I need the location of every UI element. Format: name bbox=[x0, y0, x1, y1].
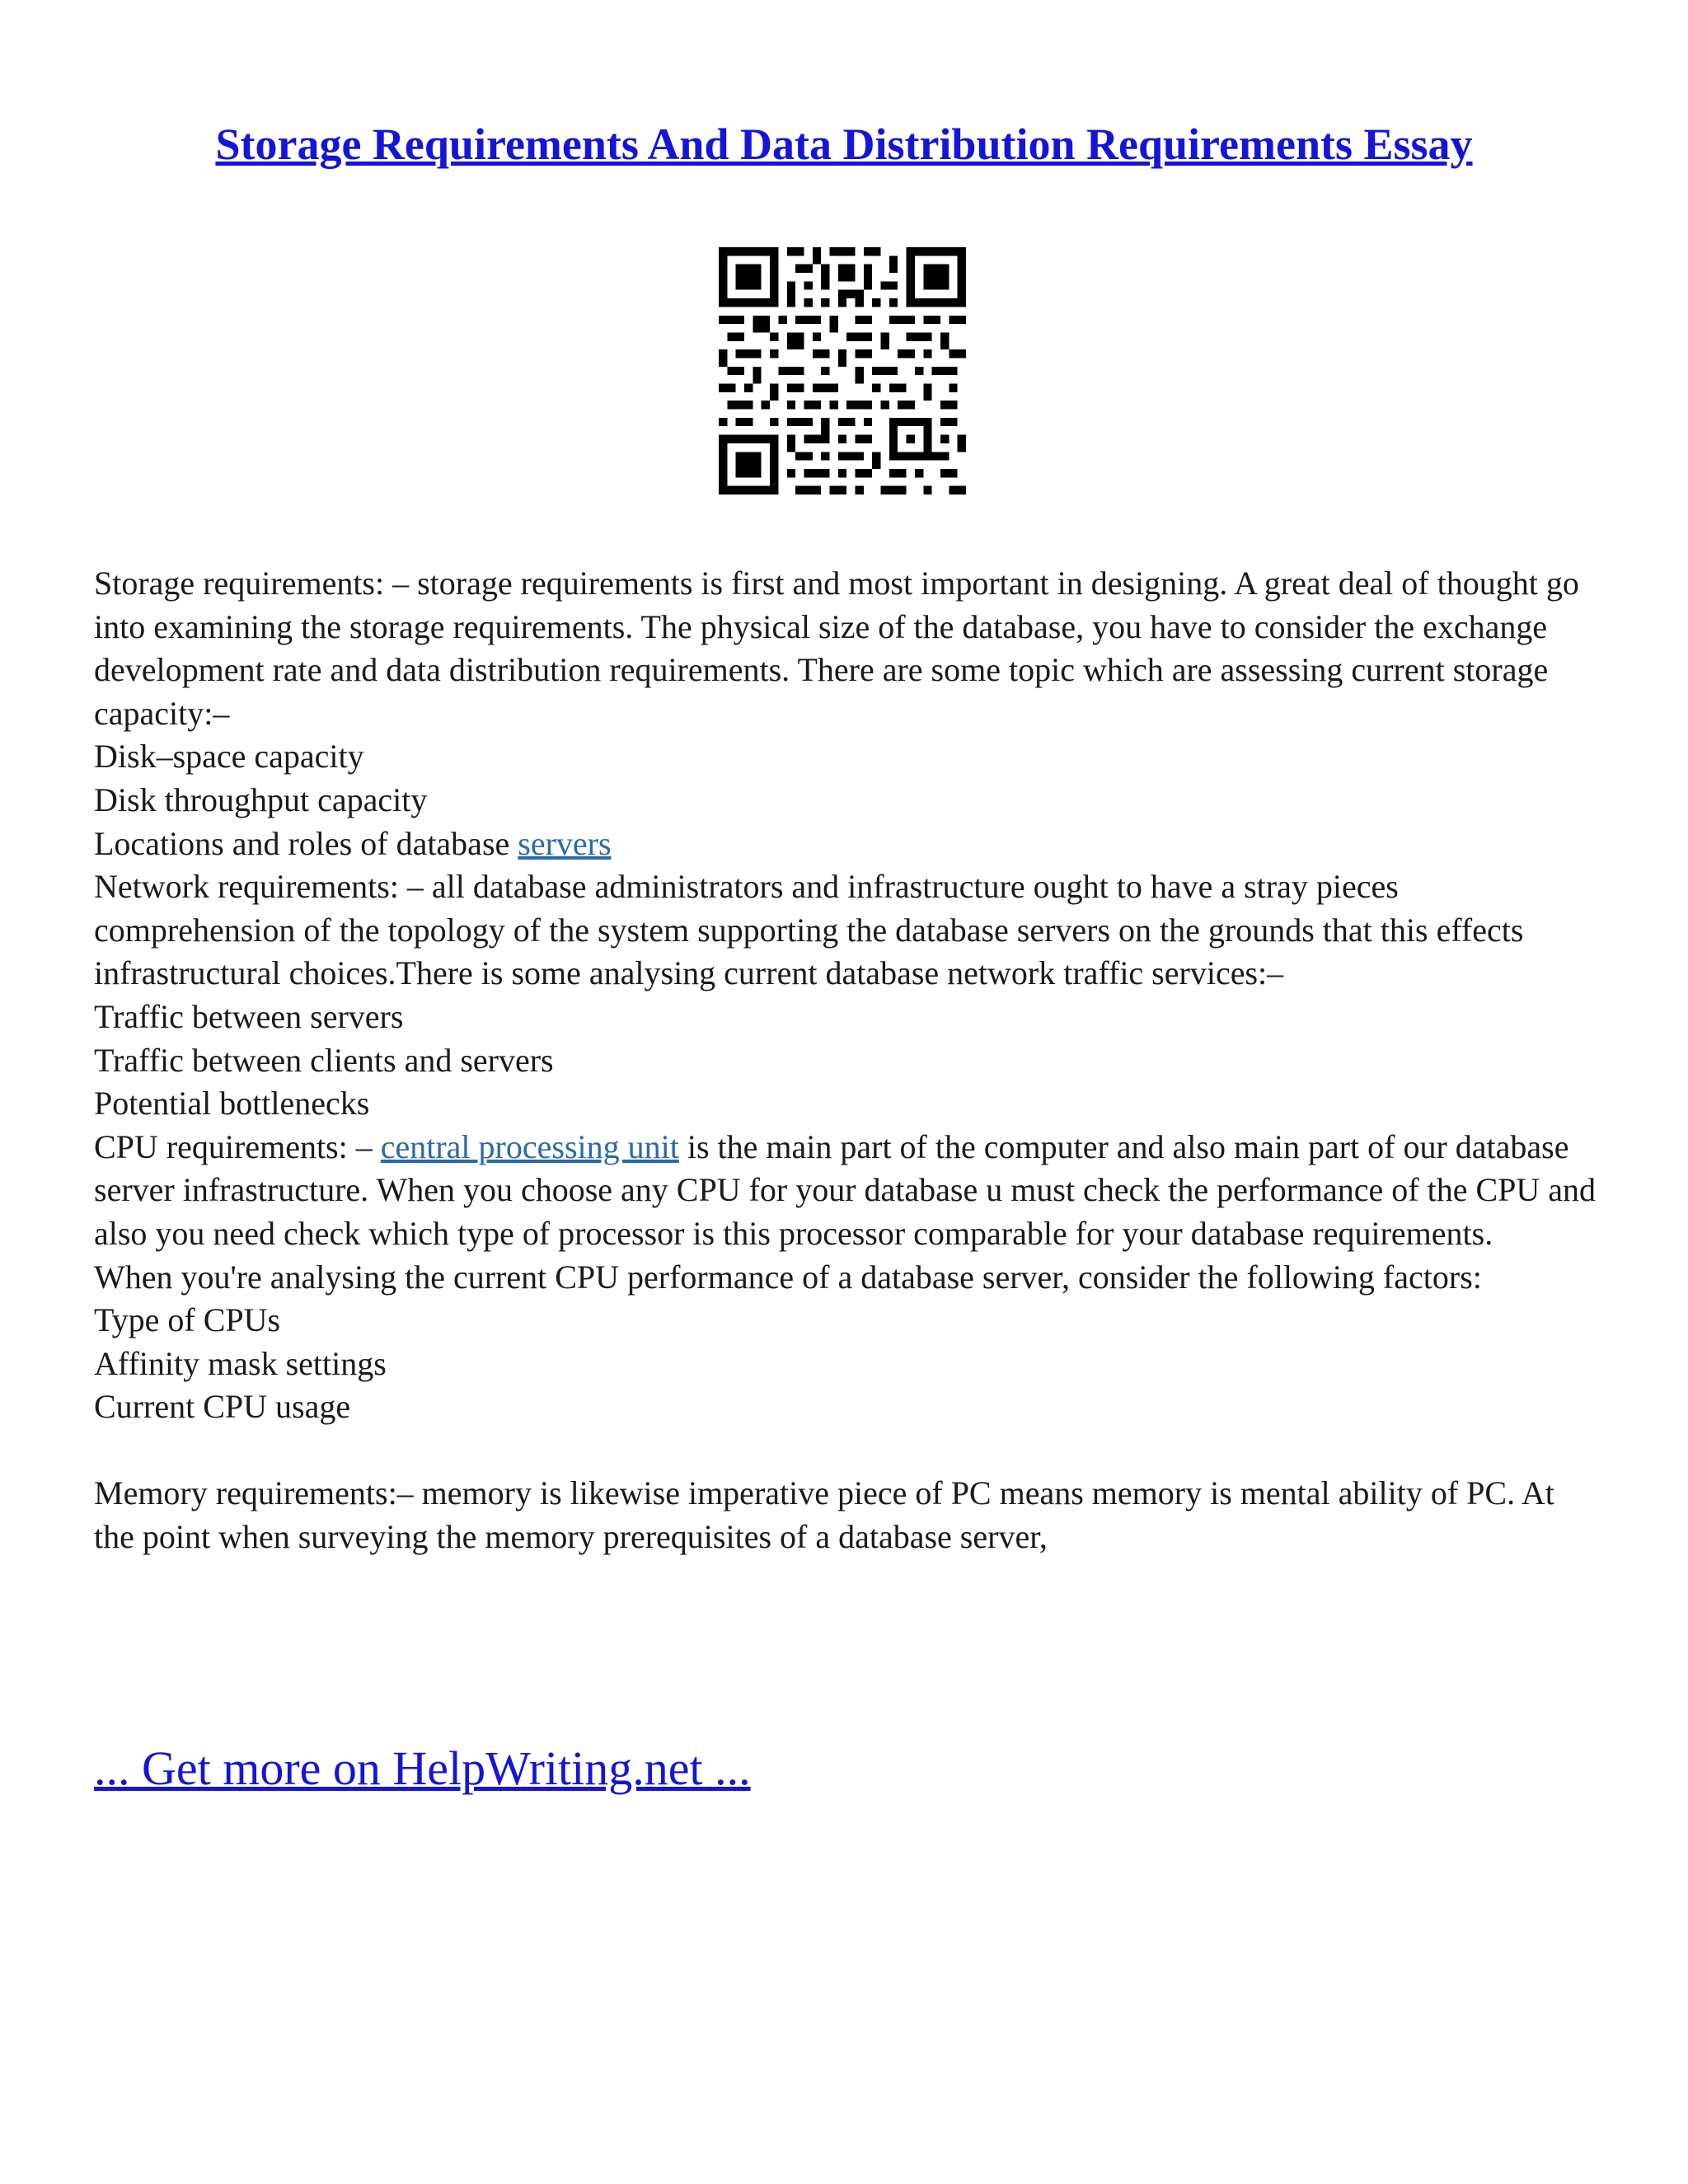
list-item-bottlenecks: Potential bottlenecks bbox=[94, 1085, 370, 1122]
cpu-analysis-paragraph: When you're analysing the current CPU performance of a database server, consider the following factors: bbox=[94, 1258, 1482, 1296]
essay-body bbox=[94, 562, 1602, 1559]
list-item-locations bbox=[94, 823, 1602, 866]
central-processing-unit-link[interactable]: central processing unit bbox=[380, 1127, 679, 1165]
cpu-paragraph bbox=[94, 1126, 1602, 1256]
storage-intro-paragraph: Storage requirements: – storage requirements is first and most important in designing. A great deal of thought go into examining the storage requirements. The physical size of the database, you have to consider the exchange development rate and data distribution requirements. There are some topic which are assessing current storage capacity:– bbox=[94, 565, 1579, 732]
list-item-current-cpu: Current CPU usage bbox=[94, 1388, 351, 1426]
cpu-suffix-text: is the main part of the computer and also main part of our database server infrastructure. When you choose any CPU for your database u must check the performance of the CPU and also you need check which type of processor is this processor comparable for your database requirements. bbox=[94, 1127, 1597, 1252]
list-item-type-cpus: Type of CPUs bbox=[94, 1301, 281, 1339]
list-item-disk-throughput: Disk throughput capacity bbox=[94, 780, 428, 818]
locations-text: Locations and roles of database bbox=[94, 824, 518, 862]
paragraph-gap bbox=[94, 1429, 1602, 1473]
page-title[interactable] bbox=[0, 115, 1688, 173]
list-item-disk-space: Disk–space capacity bbox=[94, 738, 364, 776]
servers-link[interactable]: servers bbox=[518, 824, 612, 862]
get-more-link[interactable]: ... Get more on HelpWriting.net ... bbox=[94, 1741, 751, 1795]
list-item-traffic-clients: Traffic between clients and servers bbox=[94, 1041, 554, 1079]
list-item-affinity: Affinity mask settings bbox=[94, 1344, 387, 1382]
cpu-prefix-text: CPU requirements: – bbox=[94, 1127, 381, 1165]
qr-code-icon bbox=[719, 247, 966, 494]
list-item-traffic-servers: Traffic between servers bbox=[94, 997, 404, 1035]
network-intro-paragraph: Network requirements: – all database administrators and infrastructure ought to have a stray pieces comprehension of the topology of the system supporting the database servers on the grounds that this effects infrastructural choices.There is some analysing current database network traffic services:– bbox=[94, 868, 1524, 992]
memory-paragraph: Memory requirements:– memory is likewise imperative piece of PC means memory is mental ability of PC. At the point when surveying the memory prerequisites of a database server, bbox=[94, 1474, 1554, 1556]
title-link[interactable]: Storage Requirements And Data Distribution Requirements Essay bbox=[215, 120, 1473, 169]
